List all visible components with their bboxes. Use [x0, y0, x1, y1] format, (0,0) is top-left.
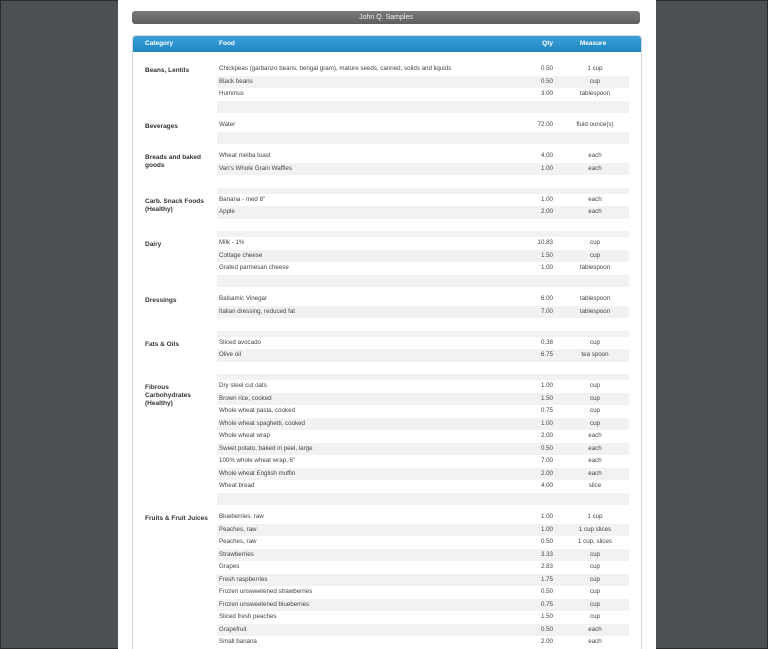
qty-cell: 2.83 [540, 563, 553, 570]
table-row [217, 524, 629, 537]
table-row [217, 536, 629, 549]
food-cell: Frozen unsweetened strawberries [219, 588, 313, 595]
table-row [217, 393, 629, 406]
measure-cell: 1 cup [587, 65, 603, 72]
qty-cell: 1.50 [540, 251, 553, 259]
column-header-food[interactable]: Food [219, 40, 235, 47]
food-cell: Chickpeas (garbanzo beans, bengal gram), mature seeds, canned, solids and liquids [219, 65, 452, 72]
food-cell: Black beans [219, 77, 253, 85]
table-row [217, 293, 629, 306]
food-cell: Sliced avocado [219, 338, 261, 346]
category-group [133, 150, 641, 194]
table-row [217, 194, 629, 207]
measure-cell: each [588, 152, 602, 159]
food-cell: Frozen unsweetened blueberries [219, 600, 310, 608]
table-row [217, 430, 629, 443]
measure-cell: cup [590, 419, 600, 427]
food-cell: Blueberries, raw [219, 513, 264, 520]
qty-cell: 1.00 [540, 419, 553, 427]
patient-name-bar: John Q. Samples [132, 11, 640, 24]
food-cell: Strawberries [219, 550, 254, 558]
measure-cell: fluid ounce(s) [576, 121, 614, 128]
qty-cell: 0.50 [540, 625, 553, 633]
food-cell: Whole wheat pasta, cooked [219, 407, 296, 414]
food-cell: Wheat bread [219, 482, 255, 489]
group-spacer-row [217, 175, 629, 188]
food-cell: Dry steel cut oats [219, 382, 267, 389]
table-row [217, 206, 629, 219]
measure-cell: cup [590, 338, 600, 346]
food-cell: Peaches, raw [219, 525, 257, 533]
category-group [133, 511, 641, 649]
table-row [217, 337, 629, 350]
qty-cell: 0.75 [540, 407, 553, 414]
table-row [217, 586, 629, 599]
food-cell: Van's Whole Grain Waffles [219, 164, 292, 172]
measure-cell: cup [590, 563, 600, 570]
column-header-qty[interactable]: Qty [542, 40, 553, 47]
category-label: Beverages [145, 123, 178, 130]
food-cell: Small banana [219, 638, 257, 645]
food-list-table [132, 35, 642, 649]
table-row [217, 549, 629, 562]
food-cell: Whole wheat spaghetti, cooked [219, 419, 305, 427]
category-label: Carb. Snack Foods (Healthy) [145, 197, 204, 213]
food-cell: Banana - med 8" [219, 195, 266, 203]
table-row [217, 119, 629, 132]
qty-cell: 7.00 [540, 307, 553, 315]
food-cell: Hummus [219, 90, 244, 97]
measure-cell: cup [590, 600, 600, 608]
qty-cell: 0.38 [540, 338, 553, 346]
report-page [118, 0, 656, 649]
category-group [133, 337, 641, 381]
qty-cell: 2.00 [540, 208, 553, 215]
table-row [217, 150, 629, 163]
qty-cell: 4.00 [540, 482, 553, 489]
food-cell: Water [219, 121, 236, 128]
group-spacer-row [217, 132, 629, 145]
group-spacer-row [217, 219, 629, 232]
table-row [217, 599, 629, 612]
table-row [217, 636, 629, 649]
measure-cell: cup [590, 613, 600, 620]
category-label: Fats & Oils [145, 340, 179, 348]
table-row [217, 611, 629, 624]
food-cell: Whole wheat wrap [219, 432, 270, 439]
measure-cell: each [588, 469, 602, 477]
measure-cell: cup [590, 394, 600, 402]
food-cell: Brown rice, cooked [219, 394, 272, 402]
qty-cell: 1.00 [540, 382, 553, 389]
qty-cell: 7.00 [540, 457, 553, 464]
table-row [217, 349, 629, 362]
table-row [217, 76, 629, 89]
category-label: Dairy [145, 241, 162, 248]
qty-cell: 72.00 [537, 121, 553, 128]
food-cell: Sliced fresh peaches [219, 613, 277, 620]
qty-cell: 0.50 [540, 538, 553, 545]
measure-cell: tablespoon [579, 295, 611, 302]
category-group [133, 380, 641, 511]
table-row [217, 63, 629, 76]
food-cell: Grapefruit [219, 625, 247, 633]
qty-cell: 6.75 [540, 351, 553, 358]
measure-cell: cup [590, 382, 600, 389]
category-label: Fibrous Carbohydrates (Healthy) [145, 384, 191, 407]
measure-cell: each [588, 432, 602, 439]
category-group [133, 293, 641, 337]
food-cell: Whole wheat English muffin [219, 469, 296, 477]
category-group [133, 63, 641, 119]
table-row [217, 163, 629, 176]
qty-cell: 4.00 [540, 152, 553, 159]
measure-cell: cup [590, 575, 600, 583]
qty-cell: 3.00 [540, 90, 553, 97]
food-cell: Balsamic Vinegar [219, 295, 268, 302]
food-cell: Cottage cheese [219, 251, 263, 259]
qty-cell: 1.50 [540, 394, 553, 402]
table-row [217, 418, 629, 431]
qty-cell: 0.50 [540, 77, 553, 85]
measure-cell: tea spoon [581, 351, 609, 358]
food-cell: Milk - 1% [219, 239, 245, 246]
qty-cell: 1.00 [540, 195, 553, 203]
table-row [217, 443, 629, 456]
measure-cell: each [588, 638, 602, 645]
measure-cell: each [588, 444, 602, 452]
table-row [217, 380, 629, 393]
qty-cell: 2.00 [540, 469, 553, 477]
measure-cell: each [588, 457, 602, 464]
category-group [133, 237, 641, 293]
qty-cell: 0.75 [540, 600, 553, 608]
measure-cell: 1 cup [587, 513, 603, 520]
qty-cell: 3.33 [540, 550, 553, 558]
table-row [217, 262, 629, 275]
food-cell: Italian dressing, reduced fat [219, 307, 296, 315]
table-row [217, 405, 629, 418]
food-cell: Grapes [219, 563, 240, 570]
measure-cell: cup [590, 77, 600, 85]
table-row [217, 561, 629, 574]
group-spacer-row [217, 493, 629, 506]
measure-cell: slice [588, 482, 602, 489]
food-cell: Peaches, raw [219, 538, 257, 545]
category-label: Fruits & Fruit Juices [145, 515, 208, 522]
qty-cell: 6.00 [540, 295, 553, 302]
food-cell: Olive oil [219, 351, 242, 358]
measure-cell: each [588, 625, 602, 633]
qty-cell: 0.50 [540, 65, 553, 72]
category-group [133, 194, 641, 238]
food-cell: Grated parmesan cheese [219, 264, 289, 271]
qty-cell: 0.50 [540, 444, 553, 452]
measure-cell: tablespoon [579, 90, 611, 97]
table-row [217, 306, 629, 319]
table-row [217, 237, 629, 250]
table-row [217, 511, 629, 524]
measure-cell: each [588, 195, 602, 203]
table-row [217, 480, 629, 493]
qty-cell: 1.50 [540, 613, 553, 620]
measure-cell: cup [590, 407, 600, 414]
table-body [133, 52, 641, 649]
qty-cell: 10.83 [537, 239, 553, 246]
qty-cell: 2.00 [540, 432, 553, 439]
table-row [217, 250, 629, 263]
table-row [217, 455, 629, 468]
food-cell: Sweet potato, baked in peel, large [219, 444, 313, 452]
group-spacer-row [217, 362, 629, 375]
qty-cell: 1.00 [540, 264, 553, 271]
qty-cell: 1.00 [540, 164, 553, 172]
measure-cell: cup [590, 251, 600, 259]
food-cell: Fresh raspberries [219, 575, 268, 583]
qty-cell: 1.00 [540, 525, 553, 533]
measure-cell: each [588, 164, 602, 172]
table-header [133, 36, 641, 52]
column-header-category[interactable]: Category [145, 40, 174, 47]
measure-cell: 1 cup slices [578, 525, 612, 533]
category-label: Dressings [145, 297, 177, 304]
table-row [217, 88, 629, 101]
measure-cell: tablespoon [579, 264, 611, 271]
category-group [133, 119, 641, 150]
measure-cell: tablespoon [579, 307, 611, 315]
table-row [217, 574, 629, 587]
qty-cell: 0.50 [540, 588, 553, 595]
measure-cell: 1 cup, slices [577, 538, 613, 545]
food-cell: Wheat melba toast [219, 152, 271, 159]
qty-cell: 2.00 [540, 638, 553, 645]
table-row [217, 468, 629, 481]
qty-cell: 1.75 [540, 575, 553, 583]
column-header-measure[interactable]: Measure [579, 40, 607, 47]
measure-cell: each [588, 208, 602, 215]
group-spacer-row [217, 275, 629, 288]
measure-cell: cup [590, 550, 600, 558]
group-spacer-row [217, 318, 629, 331]
category-label: Beans, Lentils [145, 67, 190, 74]
category-label: Breads and baked goods [145, 154, 201, 169]
food-cell: 100% whole wheat wrap, 6" [219, 457, 296, 464]
measure-cell: cup [590, 239, 600, 246]
qty-cell: 1.00 [540, 513, 553, 520]
measure-cell: cup [590, 588, 600, 595]
table-row [217, 624, 629, 637]
group-spacer-row [217, 101, 629, 114]
food-cell: Apple [219, 208, 235, 215]
